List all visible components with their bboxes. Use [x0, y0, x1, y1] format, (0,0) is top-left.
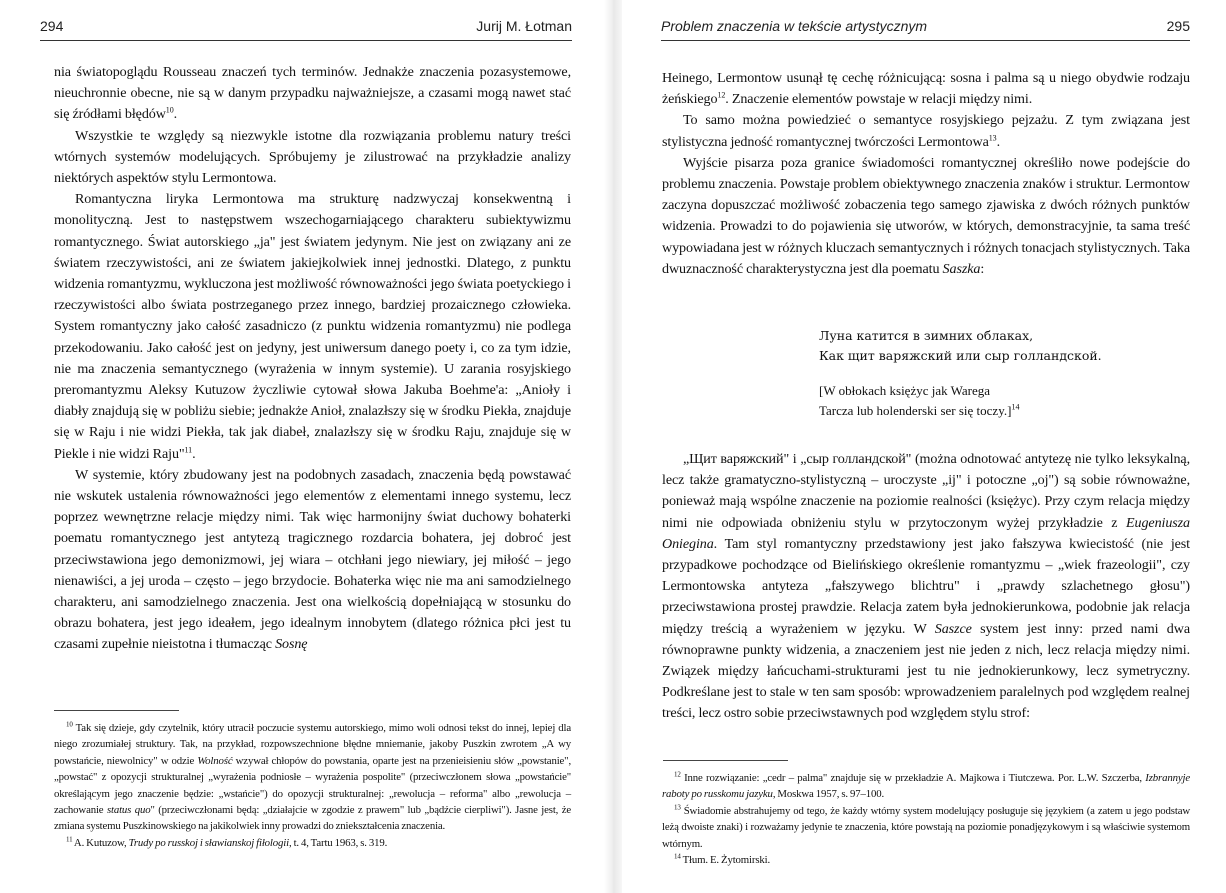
right-page-number: 295 — [1166, 18, 1190, 34]
footnote-number: 12 — [674, 770, 681, 779]
paragraph: „Щит варяжский" i „сыр голландской" (można odnotować antytezę nie tylko leksykalną, lecz także gramatyczno-stylistyczną – uroczyste „ij" i potoczne „oj") są sobie równoważne, ponieważ mają wspólne znaczenie na poziomie realności (księżyc). Przy czym relacja między nimi nie odpowiada obniżeniu stylu w przytoczonym wyżej przykładzie z Eugeniusza Oniegina. Tam styl romantyczny przedstawiony jest jako fałszywa kwiecistość (nie jest przypadkowe pochodzące od Bielińskiego określenie romantyzmu – „wiek frazeologii", czy Lermontowska antyteza „fałszywego blichtru" i „prawdy szlachetnego głosu") przeciwstawiona prostej prawdzie. Relacja zatem była jednokierunkowa, podobnie jak relacja między treścią a wyrażeniem w języku. W Saszce system jest inny: przed nami dwa równoprawne punkty widzenia, a znaczeniem jest nie jeden z nich, lecz relacja między nimi. Związek między łańcuchami-strukturami jest tu nie jednokierunkowy, lecz symetryczny. Podkreślane jest to stale w ten sam sposób: wprowadzeniem paralelnych pod względem realnej treści, lecz ostro sobie przeciwstawnych pod względem stylu strof: — [662, 451, 1190, 722]
paragraph: W systemie, który zbudowany jest na podobnych zasadach, znaczenia będą powstawać nie wskutek ustalenia równoważności jego elementów z elementami innego systemu, lecz poprzez wewnętrzne relacje między nimi. Tak więc harmonijny świat duchowy bohaterki poematu romantycznego jest antytezą tragicznego rozdarcia bohatera, jej dobroć jest przeciwstawiona jego demonizmowi, jej wiara – otchłani jego niewiary, jej miłość – jego nienawiści, a jej uroda – często – jego brzydocie. Bohaterka więc nie ma ani samodzielnego charakteru, ani samodzielnego znaczenia. Jest ona wielkością dopełniającą w stosunku do obrazu bohatera, jest jego ideałem, jego idealnym innobytem (dlatego różnica płci jest tu czasami zupełnie nieistotna i tłumacząc Sosnę — [54, 466, 571, 653]
footnote: $^{14}$ Tłum. E. Żytomirski. — [674, 852, 771, 867]
footnote-number: 14 — [674, 852, 681, 861]
verse-line: Tarcza lub holenderski ser się toczy.]$^{14}$ — [819, 402, 1020, 418]
left-header-rule — [40, 40, 572, 41]
footnote: $^{11}$ A. Kutuzow, Trudy po russkoj i sławianskoj fiłologii, t. 4, Tartu 1963, s. 319. — [66, 835, 388, 849]
verse-quotation — [819, 326, 1102, 421]
footnote-number: 11 — [66, 835, 73, 844]
right-body-text-bottom — [662, 449, 1190, 725]
paragraph: Heinego, Lermontow usunął tę cechę różnicującą: sosna i palma są u niego obydwie rodzaju żeńskiego$^{12}$. Znaczenie elementów powstaje w relacji między nimi. — [662, 70, 1190, 108]
footnote-number: 13 — [674, 803, 681, 812]
footnote-ref[interactable]: 11 — [184, 444, 193, 454]
right-running-title: Problem znaczenia w tekście artystycznym — [661, 18, 928, 34]
footnote-ref[interactable]: 13 — [988, 132, 997, 142]
verse-original — [819, 326, 1102, 367]
left-running-title: Jurij M. Łotman — [476, 18, 572, 34]
paragraph: To samo można powiedzieć o semantyce rosyjskiego pejzażu. Z tym związana jest stylistyczna jedność romantycznej twórczości Lermontowa$^{13}$. — [662, 112, 1190, 150]
left-page-number: 294 — [40, 18, 64, 34]
paragraph: nia światopoglądu Rousseau znaczeń tych terminów. Jednakże znaczenia pozasystemowe, nieuchronnie obecne, nie są w danym przypadku najważniejsze, a czasami mogą nawet stać się źródłami błędów$^{10}$. — [54, 64, 571, 123]
verse-line: Как щит варяжский или сыр голландской. — [819, 348, 1102, 364]
right-footnotes — [662, 770, 1190, 868]
italic-text: Saszka — [942, 260, 981, 277]
footnote-ref[interactable]: 14 — [1011, 402, 1020, 412]
right-page — [613, 0, 1226, 893]
italic-text: Izbrannyje raboty po russkomu jazyku — [662, 772, 1190, 801]
verse-line: [W obłokach księżyc jak Warega — [819, 382, 991, 398]
right-footnote-rule — [663, 760, 788, 761]
left-footnotes — [54, 720, 571, 851]
left-footnote-rule — [54, 710, 179, 711]
footnote: $^{13}$ Świadomie abstrahujemy od tego, że każdy wtórny system modelujący posługuje się językiem (a zatem u jego podstaw leżą dwoiste znaki) i rozważamy jedynie te znaczenia, które powstają na poziomie ponadjęzykowym i są właściwie systemom wtórnym. — [662, 803, 1190, 850]
italic-text: Sosnę — [275, 636, 308, 653]
paragraph: Wyjście pisarza poza granice świadomości romantycznej określiło nowe podejście do problemu znaczenia. Powstaje problem obiektywnego znaczenia znaków i struktur. Lermontow zaczyna dopuszczać możliwość zobaczenia tego samego zjawiska z dwóch różnych punktów widzenia. Prowadzi to do pojawienia się utworów, w których, demonstracyjnie, ta sama treść wypowiadana jest w różnych kluczach semantycznych i różnych tonacjach stylistycznych. Taka dwuznaczność charakterystyczna jest dla poematu Saszka: — [662, 154, 1190, 277]
italic-text: Trudy po russkoj i sławianskoj fiłologii — [128, 836, 289, 849]
paragraph: Romantyczna liryka Lermontowa ma strukturę nadzwyczaj konsekwentną i monolityczną. Jest to następstwem wszechogarniającego charakteru subiektywizmu romantycznego. Świat autorskiego „ja" jest światem jedynym. Nie jest on związany ani ze światem rzeczywistości, ani ze światem jakiejkolwiek innej jednostki. Dlatego, z punktu widzenia romantyzmu, wykluczona jest możliwość równoważności jego świata poetyckiego i rzeczywistości albo świata postrzeganego przez innego, bardziej prozaicznego człowieka. System romantyczny jako całość zasadniczo (z punktu widzenia romantyzmu) nie podlega przekodowaniu. Jako całość jest on jedyny, jest uniwersum danego poety i, co za tym idzie, nie ma znaczenia semantycznego (wyrażenia w innym systemie). U zarania rosyjskiego preromantyzmu Aleksy Kutuzow życzliwie cytował słowa Jakuba Boehme'a: „Anioły i diabły znajdują się w pobliżu siebie; jednakże Anioł, znalazłszy się w środku Piekła, znajduje się w Raju i nie widzi Piekła, tak jak diabeł, znalazłszy się w środku Raju, znajduje się w Piekle i nie widzi Raju"$^{11}$. — [54, 191, 571, 462]
footnote: $^{12}$ Inne rozwiązanie: „cedr – palma" znajduje się w przekładzie A. Majkowa i Tiutczewa. Por. L.W. Szczerba, Izbrannyje raboty po russkomu jazyku, Moskwa 1957, s. 97–100. — [662, 770, 1190, 801]
footnote-ref[interactable]: 12 — [717, 90, 726, 100]
italic-text: Wolność — [197, 754, 233, 767]
footnote-ref[interactable]: 10 — [165, 105, 174, 115]
paragraph: Wszystkie te względy są niezwykle istotne dla rozwiązania problemu natury treści wtórnych systemów modelujących. Spróbujemy je zilustrować na przykładzie analizy niektórych aspektów stylu Lermontowa. — [54, 127, 571, 187]
left-body-text — [54, 62, 571, 656]
right-body-text-top — [662, 68, 1190, 280]
footnote: $^{10}$ Tak się dzieje, gdy czytelnik, który utracił poczucie systemu autorskiego, mimo woli odnosi tekst do innej, lepiej dla niego zrozumiałej struktury. Tak, na przykład, rozpowszechnione błędne mniemanie, jakoby Puszkin zwrotem „A wy powstańcie, niewolnicy" w odzie Wolność wzywał chłopów do powstania, oparte jest na przenieisieniu słów „powstanie", „powstać" z opozycji strukturalnej „wyrażenia podniosłe – wyrażenia pospolite" (przeciwczłonem słowa „powstańcie" określającym jego znaczenie będzie: „wstańcie") do opozycji strukturalnej: „rewolucja – reforma" albo „rewolucja – zachowanie status quo" (przeciwczłonami będą: „działajcie w zgodzie z prawem" lub „bądźcie cierpliwi"). Jasne jest, że zmiana systemu Puszkinowskiego na jakikolwiek inny prowadzi do zniekształcenia znaczenia. — [54, 720, 571, 833]
right-header-rule — [661, 40, 1190, 41]
verse-line: Луна катится в зимних облаках, — [819, 328, 1034, 343]
italic-text: Eugeniusza Oniegina — [662, 514, 1190, 552]
italic-text: status quo — [106, 804, 151, 817]
verse-translation — [819, 381, 1102, 422]
italic-text: Saszce — [934, 620, 972, 637]
footnote-number: 10 — [66, 720, 73, 729]
